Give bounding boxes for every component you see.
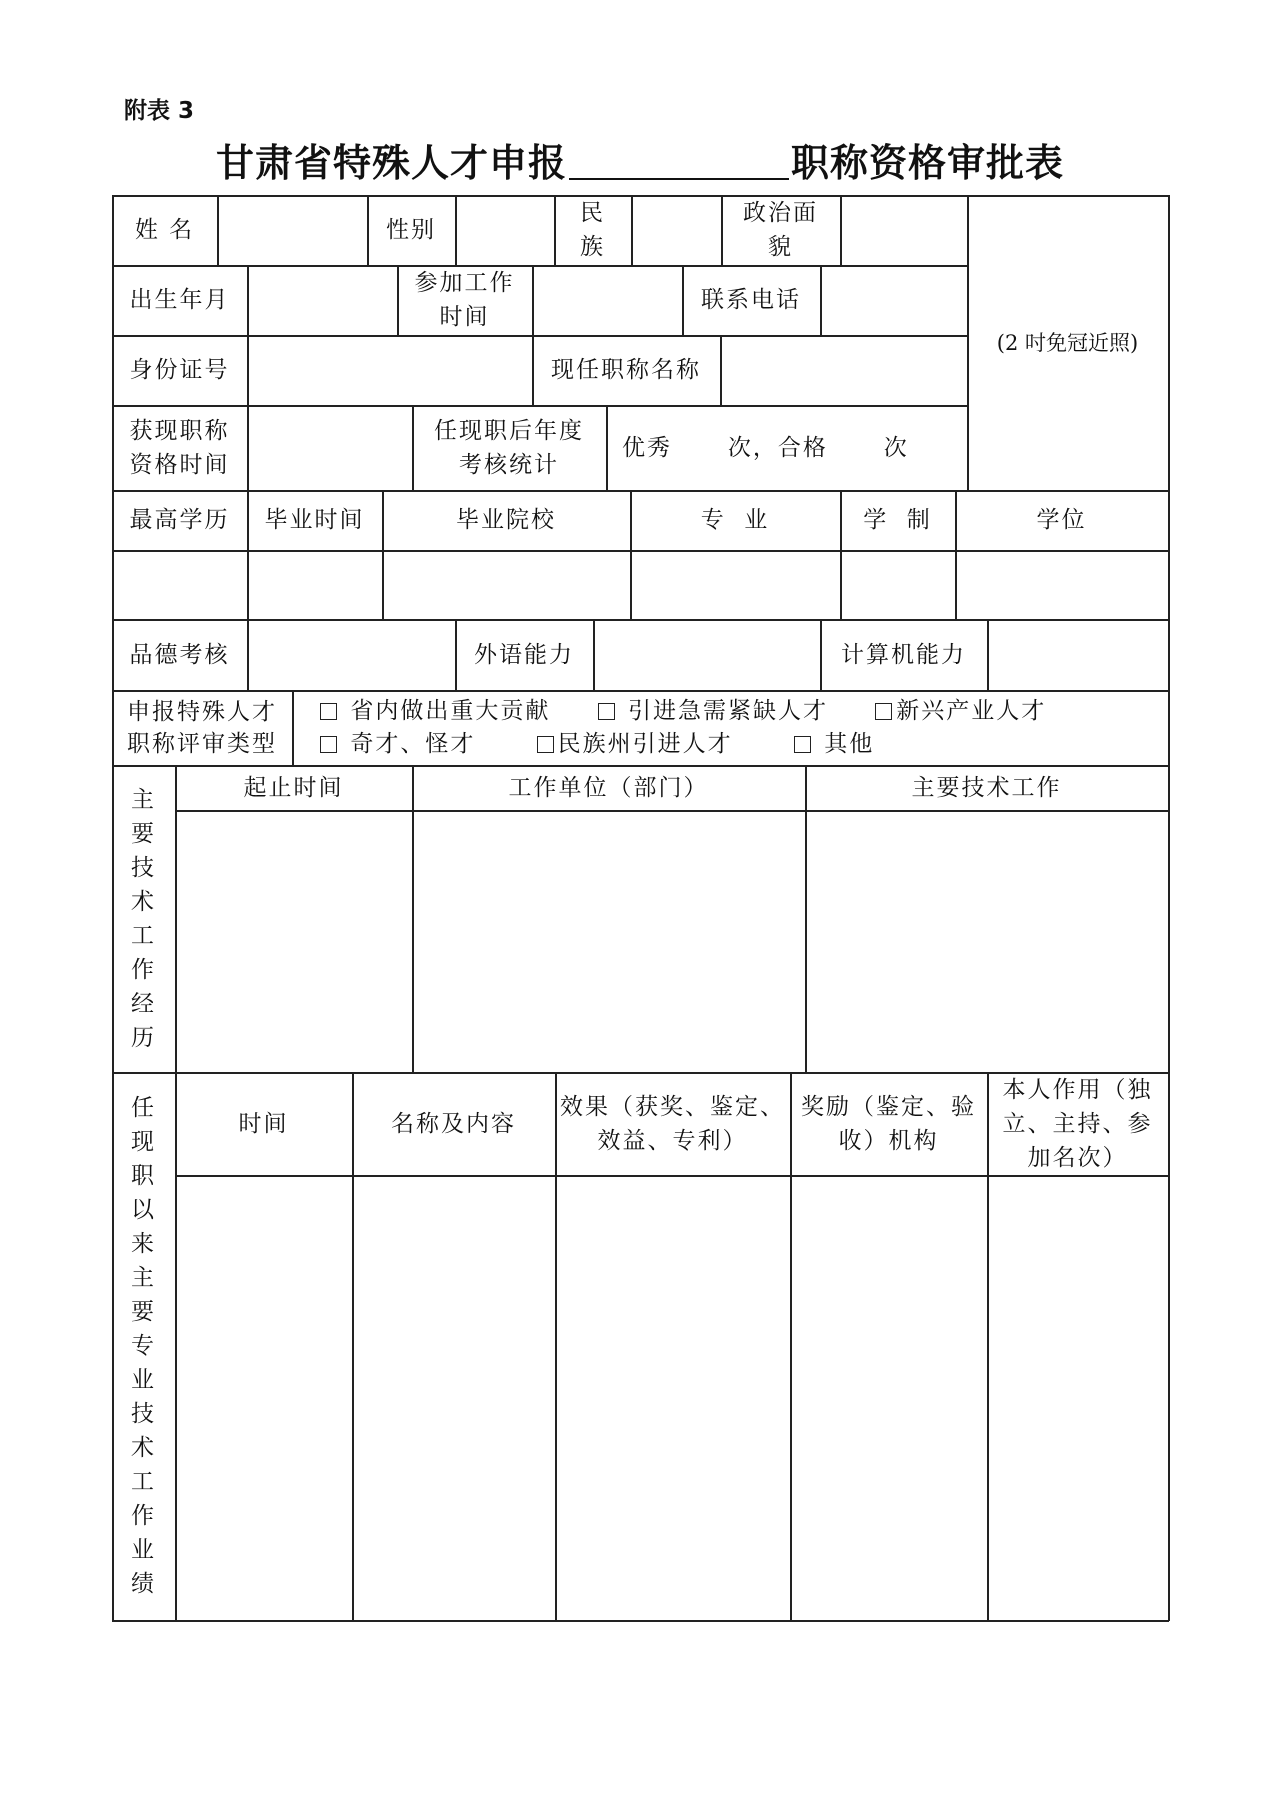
label-annual-assessment-line1: 任现职后年度 bbox=[434, 417, 584, 444]
birth-input[interactable] bbox=[247, 265, 397, 335]
label-main-work: 主要技术工作 bbox=[911, 774, 1062, 801]
label-work-start-line2: 时间 bbox=[439, 304, 490, 330]
school-input[interactable] bbox=[382, 550, 630, 619]
phone-input[interactable] bbox=[820, 265, 967, 335]
option-other[interactable]: 其他 bbox=[794, 728, 874, 761]
option-ethnic-prefecture[interactable]: 民族州引进人才 bbox=[537, 728, 733, 761]
political-status-input[interactable] bbox=[840, 195, 967, 265]
form-title bbox=[0, 132, 1280, 187]
id-number-input[interactable] bbox=[247, 335, 532, 405]
graduation-time-input[interactable] bbox=[247, 550, 382, 619]
effect-input[interactable] bbox=[555, 1175, 790, 1620]
label-award-agency: 奖励（鉴定、验 收）机构 bbox=[801, 1093, 976, 1154]
assessment-result-field[interactable]: 优秀 次，合格 次 bbox=[622, 434, 909, 461]
label-title-obtained-line2: 资格时间 bbox=[129, 451, 230, 478]
label-phone: 联系电话 bbox=[701, 287, 801, 313]
checkbox-icon[interactable] bbox=[794, 736, 811, 753]
title-prefix: 甘肃省特殊人才申报 bbox=[215, 141, 567, 185]
label-morality-assessment: 品德考核 bbox=[129, 641, 230, 668]
personal-role-input[interactable] bbox=[987, 1175, 1168, 1620]
duration-input[interactable] bbox=[840, 550, 955, 619]
label-birth: 出生年月 bbox=[129, 287, 230, 313]
option-urgent-talent[interactable]: 引进急需紧缺人才 bbox=[598, 695, 828, 728]
option-major-contribution[interactable]: 省内做出重大贡献 bbox=[320, 695, 550, 728]
label-current-title: 现任职称名称 bbox=[551, 357, 701, 383]
label-annual-assessment bbox=[412, 405, 606, 490]
checkbox-icon[interactable] bbox=[537, 736, 554, 753]
label-talent-category-line1: 申报特殊人才 bbox=[127, 698, 277, 725]
label-school: 毕业院校 bbox=[456, 507, 556, 533]
label-personal-role: 本人作用（独 立、主持、参 加名次） bbox=[1002, 1076, 1153, 1171]
work-unit-input[interactable] bbox=[412, 810, 805, 1072]
morality-input[interactable] bbox=[247, 619, 455, 690]
label-graduation-time: 毕业时间 bbox=[264, 507, 365, 533]
label-achievements: 任 现 职 以 来 主 要 专 业 技 术 工 作 业 绩 bbox=[131, 1095, 156, 1597]
label-effect: 效果（获奖、鉴定、 效益、专利） bbox=[560, 1093, 785, 1154]
language-input[interactable] bbox=[593, 619, 820, 690]
ethnicity-input[interactable] bbox=[631, 195, 721, 265]
label-main-experience: 主 要 技 术 工 作 经 历 bbox=[131, 786, 156, 1051]
label-political-status: 政治面貌 bbox=[743, 200, 818, 260]
label-gender: 性别 bbox=[386, 217, 436, 243]
title-obtained-input[interactable] bbox=[247, 405, 412, 490]
label-name-content: 名称及内容 bbox=[391, 1110, 516, 1137]
label-id-number: 身份证号 bbox=[129, 357, 230, 383]
work-start-input[interactable] bbox=[532, 265, 682, 335]
option-emerging-industry[interactable]: 新兴产业人才 bbox=[875, 695, 1046, 728]
label-highest-education: 最高学历 bbox=[129, 507, 230, 533]
computer-input[interactable] bbox=[987, 619, 1168, 690]
border-bottom bbox=[112, 1620, 1169, 1622]
period-input[interactable] bbox=[175, 810, 412, 1072]
approval-table bbox=[112, 195, 1169, 1621]
checkbox-icon[interactable] bbox=[320, 736, 337, 753]
label-period: 起止时间 bbox=[243, 774, 344, 801]
checkbox-icon[interactable] bbox=[320, 703, 337, 720]
award-agency-input[interactable] bbox=[790, 1175, 987, 1620]
options-row-1 bbox=[320, 695, 1046, 728]
label-computer-ability: 计算机能力 bbox=[841, 641, 966, 668]
photo-placeholder[interactable]: (2 吋免冠近照) bbox=[996, 330, 1139, 355]
label-title-obtained-time bbox=[112, 405, 247, 490]
label-work-start bbox=[397, 265, 532, 335]
label-talent-category-line2: 职称评审类型 bbox=[127, 730, 277, 757]
label-work-unit: 工作单位（部门） bbox=[508, 774, 709, 801]
label-language-ability: 外语能力 bbox=[474, 641, 574, 668]
label-ethnicity: 民族 bbox=[580, 200, 605, 260]
checkbox-icon[interactable] bbox=[875, 703, 892, 720]
options-row-2 bbox=[320, 728, 874, 761]
degree-input[interactable] bbox=[955, 550, 1168, 619]
education-input[interactable] bbox=[112, 550, 247, 619]
label-work-start-line1: 参加工作 bbox=[414, 270, 515, 296]
label-name: 姓 名 bbox=[134, 217, 195, 243]
label-annual-assessment-line2: 考核统计 bbox=[459, 451, 559, 478]
name-content-input[interactable] bbox=[352, 1175, 555, 1620]
current-title-input[interactable] bbox=[720, 335, 967, 405]
title-blank-field[interactable] bbox=[569, 144, 789, 180]
major-input[interactable] bbox=[630, 550, 840, 619]
annex-label: 附表 3 bbox=[124, 98, 195, 124]
option-genius-talent[interactable]: 奇才、怪才 bbox=[320, 728, 475, 761]
label-time: 时间 bbox=[238, 1110, 289, 1137]
label-study-duration: 学 制 bbox=[863, 507, 932, 533]
talent-category-options bbox=[292, 690, 1168, 765]
label-title-obtained-line1: 获现职称 bbox=[129, 417, 230, 444]
time-input[interactable] bbox=[175, 1175, 352, 1620]
label-talent-category bbox=[112, 690, 292, 765]
label-degree: 学位 bbox=[1036, 507, 1087, 533]
name-input[interactable] bbox=[217, 195, 367, 265]
gender-input[interactable] bbox=[455, 195, 554, 265]
label-major: 专 业 bbox=[700, 507, 770, 533]
checkbox-icon[interactable] bbox=[598, 703, 615, 720]
title-suffix: 职称资格审批表 bbox=[791, 141, 1065, 185]
main-work-input[interactable] bbox=[805, 810, 1168, 1072]
border-right bbox=[1168, 195, 1170, 1621]
